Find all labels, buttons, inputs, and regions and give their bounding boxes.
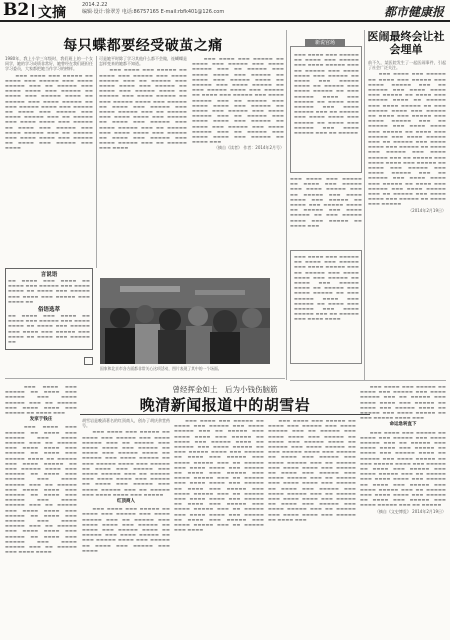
section-rule xyxy=(290,380,446,381)
article2-subhead: 红顶商人 xyxy=(117,499,135,505)
article2-column-2 xyxy=(82,418,170,634)
section-title: 文摘 xyxy=(38,5,66,21)
article2-title-rule xyxy=(80,414,370,415)
article1-column-2 xyxy=(99,56,187,274)
right-article-title: 医闹最终会让社会埋单 xyxy=(367,30,445,56)
filler-text: ▬▬▬ ▬▬▬▬ ▬▬▬ ▬▬▬▬▬ ▬▬ ▬▬▬▬ ▬▬▬ ▬▬▬▬▬ ▬▬▬ ▬▬▬▬ ▬▬▬▬▬ ▬▬▬ ▬▬ ▬▬▬▬▬ ▬▬▬ ▬▬▬▬ ▬▬▬▬ ▬▬▬ ▬▬▬▬▬ ▬▬ ▬▬▬▬ ▬▬▬ ▬▬▬▬▬ ▬▬▬▬ ▬▬ ▬▬▬▬▬ ▬▬▬ ▬▬▬▬ ▬▬▬▬▬ ▬▬ ▬▬▬ ▬▬▬▬▬ ▬▬▬▬ ▬▬▬ ▬▬▬▬▬ ▬▬ ▬▬▬▬ ▬▬▬ ▬▬▬▬▬ ▬▬▬ ▬▬▬▬ xyxy=(82,506,170,553)
filler-text: ▬▬▬ ▬▬▬▬ ▬▬▬ ▬▬▬▬▬ ▬▬ ▬▬▬▬ ▬▬▬ ▬▬▬▬▬ ▬▬▬ ▬▬▬▬ ▬▬▬▬▬ ▬▬▬ ▬▬ ▬▬▬▬▬ ▬▬▬ ▬▬▬▬ ▬▬▬▬ ▬▬▬ ▬▬▬▬▬ ▬▬ ▬▬▬▬ ▬▬▬ ▬▬▬▬▬ ▬▬▬▬ ▬▬ ▬▬▬▬▬ ▬▬▬ ▬▬▬▬ ▬▬▬▬▬ ▬▬ ▬▬▬ ▬▬▬▬▬ ▬▬▬▬ ▬▬▬ ▬▬▬▬▬ ▬▬ ▬▬▬▬ ▬▬▬ ▬▬▬▬▬ ▬▬▬ ▬▬▬▬ ▬▬▬▬▬ ▬▬▬ ▬▬ ▬▬▬▬▬ ▬▬▬ ▬▬▬▬ ▬▬▬▬ ▬▬▬ ▬▬▬▬▬ ▬▬ ▬▬▬▬ ▬▬▬ ▬▬▬▬▬ ▬▬▬ ▬▬▬▬ ▬▬▬▬▬ ▬▬▬ ▬▬ ▬▬▬▬▬ ▬▬▬ ▬▬▬▬ ▬▬▬▬ ▬▬▬ ▬▬▬▬▬ ▬▬ ▬▬▬▬ ▬▬▬ ▬▬▬▬▬ ▬▬▬ ▬▬▬▬ ▬▬▬▬▬ ▬▬▬ ▬▬ ▬▬▬▬▬ ▬▬▬ ▬▬▬▬ ▬▬▬▬ ▬▬▬ ▬▬▬▬▬ ▬▬ ▬▬▬▬ ▬▬▬ ▬▬▬▬▬ ▬▬▬ ▬▬▬▬ ▬▬▬▬▬ ▬▬▬ ▬▬ ▬▬▬▬▬ ▬▬▬ ▬▬▬▬ ▬▬▬▬ xyxy=(5,424,77,555)
article2-signature: （摘自《文史博览》 2014年2月19日） xyxy=(374,508,446,514)
article2-column-5 xyxy=(360,384,446,634)
section-rule xyxy=(5,378,285,379)
filler-text: ▬▬▬ ▬▬▬▬ ▬▬▬ ▬▬▬▬▬ ▬▬ ▬▬▬▬ ▬▬▬ ▬▬▬▬▬ ▬▬▬ ▬▬▬▬ ▬▬▬▬▬ ▬▬▬ ▬▬ ▬▬▬▬▬ ▬▬▬ ▬▬▬▬ ▬▬▬▬ ▬▬▬ ▬▬▬▬▬ ▬▬ ▬▬▬▬ ▬▬▬ ▬▬▬▬▬ ▬▬▬▬ ▬▬ ▬▬▬▬▬ ▬▬▬ ▬▬▬▬ ▬▬▬▬▬ ▬▬ ▬▬▬ ▬▬▬▬▬ ▬▬▬▬ ▬▬▬ ▬▬▬▬▬ ▬▬ ▬▬▬▬ ▬▬▬ ▬▬▬▬▬ ▬▬▬ ▬▬▬▬ ▬▬▬▬▬ ▬▬▬ ▬▬ ▬▬▬▬▬ ▬▬▬ ▬▬▬▬ ▬▬▬▬ ▬▬▬ ▬▬▬▬▬ ▬▬ ▬▬▬▬ ▬▬▬ ▬▬▬▬▬ ▬▬▬ ▬▬▬▬ ▬▬▬▬▬ ▬▬▬ ▬▬ ▬▬▬▬▬ ▬▬▬ ▬▬▬▬ ▬▬▬▬ ▬▬▬ ▬▬▬▬▬ ▬▬ ▬▬▬▬ ▬▬▬ ▬▬▬▬▬ ▬▬▬ ▬▬▬▬ ▬▬▬▬▬ ▬▬▬ ▬▬ ▬▬▬▬▬ ▬▬▬ ▬▬▬▬ ▬▬▬▬ ▬▬▬ ▬▬▬▬▬ ▬▬ ▬▬▬▬ ▬▬▬ xyxy=(192,56,284,145)
right-article-signature: （2014年2月19日） xyxy=(408,207,446,213)
article1-paragraph: 1980年，我上小学三年级时，我们班上的一个女同学，她的学习成绩非常好，她曾经在我们班担任学习委员，大家都把她当作学习的榜样。 xyxy=(5,56,93,72)
article2-kicker: 曾经挥金如土 后为小钱伤脑筋 xyxy=(172,385,278,394)
date-line: 2014.2.22 xyxy=(82,2,108,8)
filler-text: ▬▬▬ ▬▬▬▬ ▬▬▬ ▬▬▬▬▬ ▬▬ ▬▬▬▬ ▬▬▬ ▬▬▬▬▬ ▬▬▬ ▬▬▬▬ ▬▬▬▬▬ ▬▬▬ ▬▬ ▬▬▬▬▬ ▬▬▬ ▬▬▬▬ ▬▬▬▬ ▬▬▬ ▬▬▬▬▬ ▬▬ ▬▬▬▬ ▬▬▬ ▬▬▬▬▬ ▬▬▬▬ ▬▬ ▬▬▬▬▬ ▬▬▬ ▬▬▬▬ ▬▬▬▬▬ ▬▬ ▬▬▬ ▬▬▬▬▬ ▬▬▬▬ ▬▬▬ ▬▬▬▬▬ ▬▬ ▬▬▬▬ ▬▬▬ ▬▬▬▬▬ ▬▬▬ ▬▬▬▬ ▬▬▬▬▬ ▬▬▬ ▬▬ ▬▬▬▬▬ ▬▬▬ ▬▬▬▬ ▬▬▬▬ ▬▬▬ ▬▬▬▬▬ ▬▬ ▬▬▬▬ ▬▬▬ ▬▬▬▬▬ ▬▬▬ ▬▬▬▬ ▬▬▬▬▬ ▬▬▬ ▬▬ ▬▬▬▬▬ ▬▬▬ ▬▬▬▬ ▬▬▬▬ ▬▬▬ ▬▬▬▬▬ ▬▬ ▬▬▬▬ ▬▬▬ ▬▬▬▬▬ ▬▬▬ ▬▬▬▬ ▬▬▬▬▬ ▬▬▬ ▬▬ ▬▬▬▬▬ xyxy=(360,429,446,508)
column-rule xyxy=(364,30,365,380)
sidebar-box-title: 言说语 xyxy=(40,272,58,278)
article1-column-1 xyxy=(5,56,93,266)
sidebar-box-text: ▬▬ ▬▬▬▬ ▬▬▬ ▬▬▬▬ ▬▬ ▬▬▬▬ ▬▬▬ ▬▬▬▬▬ ▬▬▬ ▬▬▬▬ ▬▬▬▬ ▬▬ ▬▬▬▬ ▬▬▬ ▬▬▬▬▬ ▬▬▬ ▬▬▬▬ ▬▬▬ ▬▬▬▬▬ ▬▬▬ ▬▬▬▬ ▬▬ xyxy=(8,278,90,304)
filler-text: ▬▬▬ ▬▬▬▬ ▬▬▬ ▬▬▬▬▬ ▬▬ ▬▬▬▬ ▬▬▬ ▬▬▬▬▬ ▬▬▬ ▬▬▬▬ ▬▬▬▬▬ ▬▬▬ ▬▬ ▬▬▬▬▬ ▬▬▬ ▬▬▬▬ ▬▬▬▬ ▬▬▬ ▬▬▬▬▬ ▬▬ ▬▬▬▬ ▬▬▬ ▬▬▬▬▬ ▬▬▬▬ ▬▬ ▬▬▬▬▬ ▬▬▬ ▬▬▬▬ ▬▬▬▬▬ ▬▬ ▬▬▬ ▬▬▬▬▬ ▬▬▬▬ ▬▬▬ ▬▬▬▬▬ ▬▬ ▬▬▬▬ ▬▬▬ ▬▬▬▬▬ ▬▬▬ ▬▬▬▬ ▬▬▬▬▬ ▬▬▬ ▬▬ ▬▬▬▬▬ ▬▬▬ ▬▬▬▬ ▬▬▬▬ ▬▬▬ ▬▬▬▬▬ ▬▬ ▬▬▬▬ ▬▬▬ ▬▬▬▬▬ ▬▬▬ ▬▬▬▬ ▬▬▬▬▬ ▬▬▬ ▬▬ ▬▬▬▬▬ ▬▬▬ ▬▬▬▬ ▬▬▬▬ ▬▬▬ ▬▬▬▬▬ ▬▬ ▬▬▬▬ ▬▬▬ ▬▬▬▬▬ ▬▬▬ ▬▬▬▬ ▬▬▬▬▬ ▬▬▬ ▬▬ ▬▬▬▬▬ ▬▬▬ ▬▬▬▬ ▬▬▬▬ ▬▬▬ ▬▬▬▬▬ ▬▬ ▬▬▬▬ ▬▬▬ ▬▬▬▬▬ ▬▬▬ ▬▬▬▬ ▬▬▬▬▬ ▬▬▬ ▬▬ ▬▬▬▬▬ ▬▬▬ ▬▬▬▬ ▬▬▬▬ ▬▬▬ ▬▬▬▬▬ ▬▬ ▬▬▬▬ ▬▬▬ ▬▬▬▬▬ ▬▬▬ ▬▬▬▬ ▬▬▬▬▬ ▬▬▬ ▬▬ ▬▬▬▬▬ ▬▬▬ ▬▬▬▬ ▬▬▬▬ ▬▬▬ ▬▬▬▬▬ ▬▬ ▬▬▬▬ ▬▬▬ ▬▬▬▬▬ xyxy=(368,71,446,207)
photo-crowd-scene xyxy=(100,278,270,364)
right-article-text xyxy=(368,60,446,366)
right-article-paragraph: 前不久，某医院发生了一起医闹事件，引起了社会广泛关注。 xyxy=(368,60,446,71)
column-rule xyxy=(286,30,287,380)
column-ribbon: 新说官场 xyxy=(305,39,345,47)
article2-paragraph: 胡雪岩是晚清著名的红顶商人，创办了胡庆余堂药号。 xyxy=(82,418,170,429)
filler-text: ▬▬▬ ▬▬▬▬ ▬▬▬ ▬▬▬▬▬ ▬▬ ▬▬▬▬ ▬▬▬ ▬▬▬▬▬ ▬▬▬ ▬▬▬▬ ▬▬▬▬▬ ▬▬▬ ▬▬ ▬▬▬▬▬ ▬▬▬ ▬▬▬▬ ▬▬▬▬ ▬▬▬ ▬▬▬▬▬ ▬▬ ▬▬▬▬ ▬▬▬ ▬▬▬▬▬ ▬▬▬▬ ▬▬ ▬▬▬▬▬ ▬▬▬ ▬▬▬▬ ▬▬▬▬▬ ▬▬ ▬▬▬ ▬▬▬▬▬ ▬▬▬▬ ▬▬▬ ▬▬▬▬▬ ▬▬ ▬▬▬▬ ▬▬▬ ▬▬▬▬▬ ▬▬▬ ▬▬▬▬ ▬▬▬▬▬ ▬▬▬ ▬▬ ▬▬▬▬▬ ▬▬▬ ▬▬▬▬ ▬▬▬▬ ▬▬▬ ▬▬▬▬▬ ▬▬ ▬▬▬▬ ▬▬▬ ▬▬▬▬▬ ▬▬▬ ▬▬▬▬ ▬▬▬▬▬ ▬▬▬ ▬▬ ▬▬▬▬▬ ▬▬▬ ▬▬▬▬ ▬▬▬▬ ▬▬▬ ▬▬▬▬▬ xyxy=(82,429,170,497)
page-number: B2 xyxy=(3,0,30,20)
article2-column-3 xyxy=(174,418,264,634)
article1-column-3 xyxy=(192,56,284,274)
filler-text: ▬▬▬ ▬▬▬▬ ▬▬▬ ▬▬▬▬▬ ▬▬ ▬▬▬▬ ▬▬▬ ▬▬▬▬▬ ▬▬▬ ▬▬▬▬ ▬▬▬▬▬ ▬▬▬ ▬▬ ▬▬▬▬▬ ▬▬▬ ▬▬▬▬ ▬▬▬▬ ▬▬▬ ▬▬▬▬▬ ▬▬ ▬▬▬▬ ▬▬▬ xyxy=(5,384,77,416)
article1-title: 每只蝶都要经受破茧之痛 xyxy=(63,38,223,54)
article-photo xyxy=(100,278,270,364)
masthead-divider xyxy=(32,4,34,17)
article2-column-1 xyxy=(5,384,77,634)
paper-name: 都市健康报 xyxy=(383,5,444,19)
sidebar-box-text-2: ▬▬ ▬▬▬▬ ▬▬▬ ▬▬▬▬ ▬▬ ▬▬▬▬ ▬▬▬ ▬▬▬▬▬ ▬▬▬ ▬▬▬▬ ▬▬▬▬ ▬▬ ▬▬▬▬ ▬▬▬ ▬▬▬▬▬ ▬▬▬ ▬▬▬▬ ▬▬▬ ▬▬▬▬▬ ▬▬▬ ▬▬▬▬ ▬▬ ▬▬▬▬ ▬▬▬ ▬▬▬▬▬ ▬▬ xyxy=(8,313,90,345)
sidebar-box-title-2: 俗语选萃 xyxy=(37,307,60,313)
right-middle-text: ▬▬▬ ▬▬▬▬ ▬▬▬ ▬▬▬▬▬ ▬▬ ▬▬▬▬ ▬▬▬ ▬▬▬▬▬ ▬▬▬ ▬▬▬▬ ▬▬▬▬▬ ▬▬▬ ▬▬ ▬▬▬▬▬ ▬▬▬ ▬▬▬▬ ▬▬▬▬ ▬▬▬ ▬▬▬▬▬ ▬▬ ▬▬▬▬ ▬▬▬ ▬▬▬▬▬ ▬▬▬▬ ▬▬ ▬▬▬▬▬ ▬▬▬ ▬▬▬▬ ▬▬▬▬▬ ▬▬ ▬▬▬ ▬▬▬▬▬ ▬▬▬▬ ▬▬▬ ▬▬▬▬▬ ▬▬ ▬▬▬▬ ▬▬▬ xyxy=(290,176,362,228)
book-icon xyxy=(84,357,93,365)
photo-caption: 国家和北京市各方面都非常关心这项活动，图片表现了其中的一个场面。 xyxy=(100,366,222,371)
filler-text: ▬▬▬ ▬▬▬▬ ▬▬▬ ▬▬▬▬▬ ▬▬ ▬▬▬▬ ▬▬▬ ▬▬▬▬▬ ▬▬▬ ▬▬▬▬ ▬▬▬▬▬ ▬▬▬ ▬▬ ▬▬▬▬▬ ▬▬▬ ▬▬▬▬ ▬▬▬▬ ▬▬▬ ▬▬▬▬▬ ▬▬ ▬▬▬▬ ▬▬▬ ▬▬▬▬▬ ▬▬▬▬ ▬▬ ▬▬▬▬▬ ▬▬▬ ▬▬▬▬ ▬▬▬▬▬ ▬▬ ▬▬▬ ▬▬▬▬▬ ▬▬▬▬ ▬▬▬ ▬▬▬▬▬ ▬▬ ▬▬▬▬ ▬▬▬ ▬▬▬▬▬ ▬▬▬ ▬▬▬▬ ▬▬▬▬▬ ▬▬▬ ▬▬ ▬▬▬▬▬ ▬▬▬ ▬▬▬▬ ▬▬▬▬ ▬▬▬ ▬▬▬▬▬ ▬▬ ▬▬▬▬ ▬▬▬ ▬▬▬▬▬ ▬▬▬ ▬▬▬▬ ▬▬▬▬▬ ▬▬▬ ▬▬ ▬▬▬▬▬ ▬▬▬ ▬▬▬▬ ▬▬▬▬ ▬▬▬ ▬▬▬▬▬ ▬▬ ▬▬▬▬ ▬▬▬ ▬▬▬▬▬ ▬▬▬ ▬▬▬▬ ▬▬▬▬▬ ▬▬▬ ▬▬ ▬▬▬▬▬ ▬▬▬ ▬▬▬▬ ▬▬▬▬ ▬▬▬ ▬▬▬▬▬ ▬▬ ▬▬▬▬ ▬▬▬ ▬▬▬▬▬ ▬▬▬ ▬▬▬▬ ▬▬▬▬▬ ▬▬▬ ▬▬ ▬▬▬▬▬ ▬▬▬ ▬▬▬▬ ▬▬▬▬ ▬▬▬ ▬▬▬▬▬ ▬▬ ▬▬▬▬ ▬▬▬ ▬▬▬▬▬ ▬▬▬ ▬▬▬▬ ▬▬▬▬▬ ▬▬▬ ▬▬ ▬▬▬▬▬ ▬▬▬ ▬▬▬▬ xyxy=(174,418,264,533)
article1-paragraph: 可是她平时除了学习其他什么都不会做，连蝴蝶是怎样变来的她都不知道。 xyxy=(99,56,187,67)
right-box-top-text: ▬▬▬ ▬▬▬▬ ▬▬▬ ▬▬▬▬▬ ▬▬ ▬▬▬▬ ▬▬▬ ▬▬▬▬▬ ▬▬▬ ▬▬▬▬ ▬▬▬▬▬ ▬▬▬ ▬▬ ▬▬▬▬▬ ▬▬▬ ▬▬▬▬ ▬▬▬▬ ▬▬▬ ▬▬▬▬▬ ▬▬ ▬▬▬▬ ▬▬▬ ▬▬▬▬▬ ▬▬▬▬ ▬▬ ▬▬▬▬▬ ▬▬▬ ▬▬▬▬ ▬▬▬▬▬ ▬▬ ▬▬▬ ▬▬▬▬▬ ▬▬▬▬ ▬▬▬ ▬▬▬▬▬ ▬▬ ▬▬▬▬ ▬▬▬ ▬▬▬▬▬ ▬▬▬ ▬▬▬▬ ▬▬▬▬▬ ▬▬▬ ▬▬ ▬▬▬▬▬ ▬▬▬ ▬▬▬▬ ▬▬▬▬ ▬▬▬ ▬▬▬▬▬ ▬▬ ▬▬▬▬ ▬▬▬ ▬▬▬▬▬ ▬▬▬ ▬▬▬▬ ▬▬▬▬▬ ▬▬▬ ▬▬ ▬▬▬▬▬ xyxy=(294,52,359,136)
filler-text: ▬▬▬ ▬▬▬▬ ▬▬▬ ▬▬▬▬▬ ▬▬ ▬▬▬▬ ▬▬▬ ▬▬▬▬▬ ▬▬▬ ▬▬▬▬ ▬▬▬▬▬ ▬▬▬ ▬▬ ▬▬▬▬▬ ▬▬▬ ▬▬▬▬ ▬▬▬▬ ▬▬▬ ▬▬▬▬▬ ▬▬ ▬▬▬▬ ▬▬▬ ▬▬▬▬▬ ▬▬▬▬ ▬▬ ▬▬▬▬▬ ▬▬▬ ▬▬▬▬ ▬▬▬▬▬ ▬▬ ▬▬▬ ▬▬▬▬▬ ▬▬▬▬ ▬▬▬ ▬▬▬▬▬ ▬▬ ▬▬▬▬ ▬▬▬ ▬▬▬▬▬ ▬▬▬ ▬▬▬▬ ▬▬▬▬▬ ▬▬▬ ▬▬ ▬▬▬▬▬ ▬▬▬ ▬▬▬▬ ▬▬▬▬ ▬▬▬ ▬▬▬▬▬ ▬▬ ▬▬▬▬ ▬▬▬ ▬▬▬▬▬ ▬▬▬ ▬▬▬▬ ▬▬▬▬▬ ▬▬▬ ▬▬ ▬▬▬▬▬ ▬▬▬ ▬▬▬▬ ▬▬▬▬ ▬▬▬ ▬▬▬▬▬ ▬▬ ▬▬▬▬ ▬▬▬ ▬▬▬▬▬ ▬▬▬ ▬▬▬▬ xyxy=(5,72,93,151)
masthead xyxy=(0,0,450,22)
filler-text: ▬▬▬ ▬▬▬▬ ▬▬▬ ▬▬▬▬▬ ▬▬ ▬▬▬▬ ▬▬▬ ▬▬▬▬▬ ▬▬▬ ▬▬▬▬ ▬▬▬▬▬ ▬▬▬ ▬▬ ▬▬▬▬▬ ▬▬▬ ▬▬▬▬ ▬▬▬▬ ▬▬▬ ▬▬▬▬▬ ▬▬ ▬▬▬▬ ▬▬▬ ▬▬▬▬▬ ▬▬▬▬ ▬▬ ▬▬▬▬▬ ▬▬▬ ▬▬▬▬ ▬▬▬▬▬ ▬▬ ▬▬▬ ▬▬▬▬▬ ▬▬▬▬ ▬▬▬ ▬▬▬▬▬ ▬▬ ▬▬▬▬ ▬▬▬ ▬▬▬▬▬ ▬▬▬ ▬▬▬▬ ▬▬▬▬▬ ▬▬▬ ▬▬ ▬▬▬▬▬ ▬▬▬ ▬▬▬▬ ▬▬▬▬ ▬▬▬ ▬▬▬▬▬ ▬▬ ▬▬▬▬ ▬▬▬ ▬▬▬▬▬ ▬▬▬ ▬▬▬▬ ▬▬▬▬▬ ▬▬▬ ▬▬ ▬▬▬▬▬ ▬▬▬ ▬▬▬▬ ▬▬▬▬ ▬▬▬ ▬▬▬▬▬ ▬▬ ▬▬▬▬ ▬▬▬ ▬▬▬▬▬ ▬▬▬ ▬▬▬▬ ▬▬▬▬▬ ▬▬▬ ▬▬ ▬▬▬▬▬ ▬▬▬ ▬▬▬▬ xyxy=(99,67,187,151)
article1-signature: （摘自《读者》 作者：2014年2月号） xyxy=(214,145,284,151)
article2-column-4 xyxy=(268,418,356,634)
article2-subhead: 发家于钱庄 xyxy=(29,417,53,423)
editor-line: 编辑·设计:徐翠芳 电话:86757165 E-mail:rbfk401@126.com xyxy=(82,9,225,15)
masthead-meta xyxy=(82,2,224,16)
filler-text: ▬▬▬ ▬▬▬▬ ▬▬▬ ▬▬▬▬▬ ▬▬ ▬▬▬▬ ▬▬▬ ▬▬▬▬▬ ▬▬▬ ▬▬▬▬ ▬▬▬▬▬ ▬▬▬ ▬▬ ▬▬▬▬▬ ▬▬▬ ▬▬▬▬ ▬▬▬▬ ▬▬▬ ▬▬▬▬▬ ▬▬ ▬▬▬▬ ▬▬▬ ▬▬▬▬▬ ▬▬▬▬ ▬▬ ▬▬▬▬▬ ▬▬▬ ▬▬▬▬ ▬▬▬▬▬ ▬▬ ▬▬▬ ▬▬▬▬▬ ▬▬▬▬ ▬▬▬ xyxy=(360,384,446,421)
filler-text: ▬▬▬ ▬▬▬▬ ▬▬▬ ▬▬▬▬▬ ▬▬ ▬▬▬▬ ▬▬▬ ▬▬▬▬▬ ▬▬▬ ▬▬▬▬ ▬▬▬▬▬ ▬▬▬ ▬▬ ▬▬▬▬▬ ▬▬▬ ▬▬▬▬ ▬▬▬▬ ▬▬▬ ▬▬▬▬▬ ▬▬ ▬▬▬▬ ▬▬▬ ▬▬▬▬▬ ▬▬▬▬ ▬▬ ▬▬▬▬▬ ▬▬▬ ▬▬▬▬ ▬▬▬▬▬ ▬▬ ▬▬▬ ▬▬▬▬▬ ▬▬▬▬ ▬▬▬ ▬▬▬▬▬ ▬▬ ▬▬▬▬ ▬▬▬ ▬▬▬▬▬ ▬▬▬ ▬▬▬▬ ▬▬▬▬▬ ▬▬▬ ▬▬ ▬▬▬▬▬ ▬▬▬ ▬▬▬▬ ▬▬▬▬ ▬▬▬ ▬▬▬▬▬ ▬▬ ▬▬▬▬ ▬▬▬ ▬▬▬▬▬ ▬▬▬ ▬▬▬▬ ▬▬▬▬▬ ▬▬▬ ▬▬ ▬▬▬▬▬ ▬▬▬ ▬▬▬▬ ▬▬▬▬ ▬▬▬ ▬▬▬▬▬ ▬▬ ▬▬▬▬ ▬▬▬ ▬▬▬▬▬ ▬▬▬ ▬▬▬▬ ▬▬▬▬▬ ▬▬▬ ▬▬ ▬▬▬▬▬ ▬▬▬ ▬▬▬▬ ▬▬▬▬ ▬▬▬ ▬▬▬▬▬ ▬▬ ▬▬▬▬ ▬▬▬ ▬▬▬▬▬ ▬▬▬ ▬▬▬▬ ▬▬▬▬▬ ▬▬▬ ▬▬ ▬▬▬▬▬ ▬▬▬ ▬▬▬▬ ▬▬▬▬ ▬▬▬ ▬▬▬▬▬ ▬▬ ▬▬▬▬ ▬▬▬ xyxy=(268,418,356,522)
article2-title: 晚清新闻报道中的胡雪岩 xyxy=(139,396,311,414)
column-rule xyxy=(96,56,97,268)
right-box-bottom-text: ▬▬▬ ▬▬▬▬ ▬▬▬ ▬▬▬▬▬ ▬▬ ▬▬▬▬ ▬▬▬ ▬▬▬▬▬ ▬▬▬ ▬▬▬▬ ▬▬▬▬▬ ▬▬▬ ▬▬ ▬▬▬▬▬ ▬▬▬ ▬▬▬▬ ▬▬▬▬ ▬▬▬ ▬▬▬▬▬ ▬▬ ▬▬▬▬ ▬▬▬ ▬▬▬▬▬ ▬▬▬▬ ▬▬ ▬▬▬▬▬ ▬▬▬ ▬▬▬▬ ▬▬▬▬▬ ▬▬ ▬▬▬ ▬▬▬▬▬ ▬▬▬▬ ▬▬▬ ▬▬▬▬▬ ▬▬ ▬▬▬▬ ▬▬▬ ▬▬▬▬▬ ▬▬▬ ▬▬▬▬ ▬▬▬▬▬ ▬▬▬ ▬▬ ▬▬▬▬▬ ▬▬▬ ▬▬▬▬ ▬▬▬▬ xyxy=(294,254,359,322)
article2-subhead: 命运急转直下 xyxy=(389,422,417,428)
